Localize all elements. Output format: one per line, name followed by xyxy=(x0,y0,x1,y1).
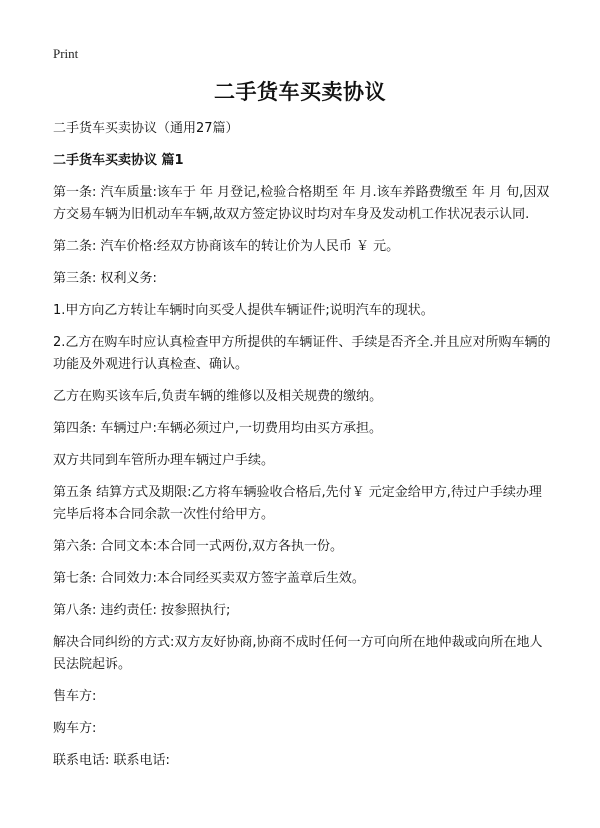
paragraph-transfer: 双方共同到车管所办理车辆过户手续。 xyxy=(53,453,275,468)
paragraph-dispute: 解决合同纠纷的方式:双方友好协商,协商不成时任何一方可向所在地仲裁或向所在地人民法院起诉。 xyxy=(53,635,543,672)
paragraph-article-7: 第七条: 合同效力:本合同经买卖双方签字盖章后生效。 xyxy=(53,571,365,586)
buyer-line: 购车方: xyxy=(53,721,97,736)
section-heading: 二手货车买卖协议 篇1 xyxy=(53,153,184,168)
document-body xyxy=(53,118,553,782)
seller-line: 售车方: xyxy=(53,689,97,704)
paragraph-article-5: 第五条 结算方式及期限:乙方将车辆验收合格后,先付￥ 元定金给甲方,待过户手续办理完毕后将本合同余款一次性付给甲方。 xyxy=(53,485,542,522)
document-subtitle: 二手货车买卖协议（通用27篇） xyxy=(53,121,239,136)
paragraph-article-2: 第二条: 汽车价格:经双方协商该车的转让价为人民币 ￥ 元。 xyxy=(53,239,400,254)
paragraph-item-1: 1.甲方向乙方转让车辆时向买受人提供车辆证件;说明汽车的现状。 xyxy=(53,303,434,318)
paragraph-article-4: 第四条: 车辆过户:车辆必须过户,一切费用均由买方承担。 xyxy=(53,421,383,436)
paragraph-item-2: 2.乙方在购车时应认真检查甲方所提供的车辆证件、手续是否齐全.并且应对所购车辆的功能及外观进行认真检查、确认。 xyxy=(53,335,551,372)
paragraph-article-3: 第三条: 权利义务: xyxy=(53,271,157,286)
paragraph-article-1: 第一条: 汽车质量:该车于 年 月登记,检验合格期至 年 月.该车养路费缴至 年 月 旬,因双方交易车辆为旧机动车车辆,故双方签定协议时均对车身及发动机工作状况表示认同. xyxy=(53,185,550,222)
paragraph-article-8: 第八条: 违约责任: 按参照执行; xyxy=(53,603,231,618)
contact-line: 联系电话: 联系电话: xyxy=(53,753,170,768)
paragraph-article-6: 第六条: 合同文本:本合同一式两份,双方各执一份。 xyxy=(53,539,344,554)
print-link[interactable]: Print xyxy=(53,46,79,61)
document-title: 二手货车买卖协议 xyxy=(214,80,386,104)
paragraph-maintenance: 乙方在购买该车后,负责车辆的维修以及相关规费的缴纳。 xyxy=(53,389,383,404)
